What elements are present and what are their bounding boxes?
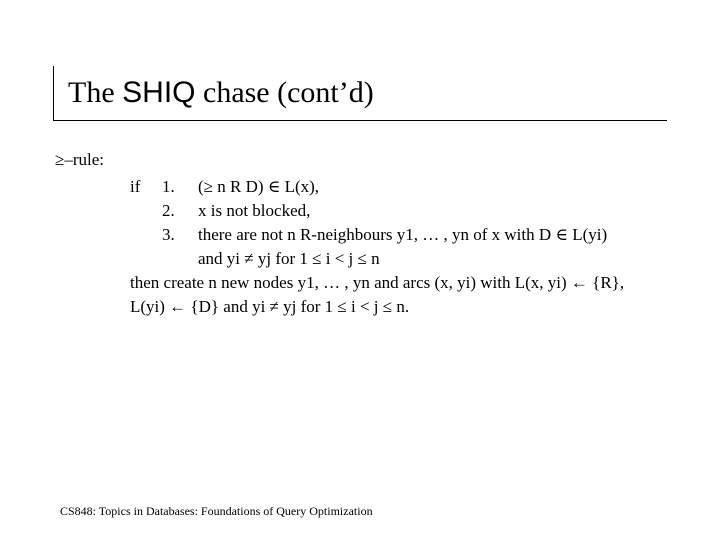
condition-2-number: 2.	[162, 201, 175, 220]
condition-if-keyword: if	[130, 177, 141, 196]
footer-course-text: CS848: Topics in Databases: Foundations of Query Optimization	[60, 504, 373, 518]
title-bar-left	[53, 66, 54, 120]
condition-1-text: (≥ n R D) ∈ L(x),	[198, 177, 320, 196]
condition-2-text: x is not blocked,	[198, 201, 311, 220]
rule-name: ≥–rule:	[55, 150, 104, 169]
title-suffix: chase (cont’d)	[195, 76, 374, 109]
condition-3	[162, 225, 607, 245]
condition-1-number: 1.	[162, 177, 175, 196]
then-clause-line-1: then create n new nodes y1, … , yn and arcs (x, yi) with L(x, yi) ← {R},	[130, 273, 625, 292]
condition-3-text: there are not n R-neighbours y1, … , yn of x with D ∈ L(yi)	[198, 225, 608, 244]
condition-3-continuation: and yi ≠ yj for 1 ≤ i < j ≤ n	[198, 249, 380, 268]
title-logic-name: SHIQ	[122, 76, 196, 109]
then-clause-line-2: L(yi) ← {D} and yi ≠ yj for 1 ≤ i < j ≤ n.	[130, 297, 410, 316]
condition-1	[162, 177, 319, 197]
title-prefix: The	[68, 76, 123, 109]
condition-2	[162, 201, 310, 221]
condition-3-number: 3.	[162, 225, 175, 244]
title-bar-bottom	[53, 120, 667, 121]
page-title	[68, 76, 374, 110]
